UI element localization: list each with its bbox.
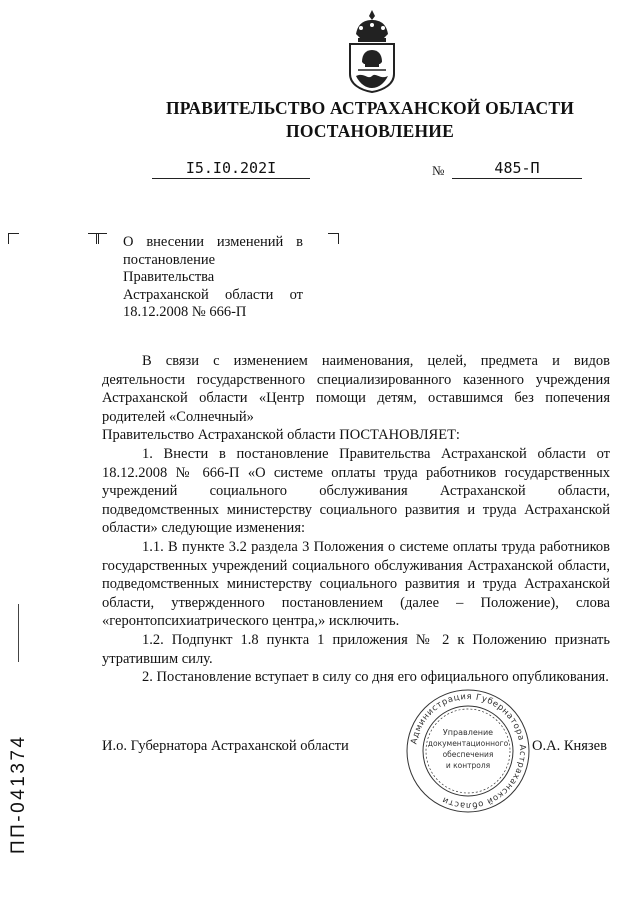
signatory-name: О.А. Князев [532,738,607,754]
svg-text:документационного: документационного [427,739,509,748]
body-paragraph: 1.1. В пункте 3.2 раздела 3 Положения о системе оплаты труда работников государственных учреждений социального обслуживания Астраханской области, подведомственных министерству социального развития и труда Астраханской области, утвержденного постановлением (далее – Положение), слова «геронтопсихиатрического центра,» исключить. [102,538,610,630]
body-paragraph: 1. Внести в постановление Правительства Астраханской области от 18.12.2008 № 666-П «О системе оплаты труда работников государственных учреждений социального обслуживания Астраханской области, подведомственных министерству социального развития и труда Астраханской области» следующие изменения: [102,445,610,537]
official-stamp [405,688,531,814]
body-paragraph: 2. Постановление вступает в силу со дня его официального опубликования. [142,669,609,686]
body-paragraph: В связи с изменением наименования, целей, предмета и видов деятельности государственного специализированного казенного учреждения Астраханской области «Центр помощи детям, оставшимся без попечения родителей «Солнечный» [102,353,610,425]
organization-title: ПРАВИТЕЛЬСТВО АСТРАХАНСКОЙ ОБЛАСТИ [165,98,575,118]
document-date: I5.I0.202I [152,159,310,179]
body-paragraph: 1.2. Подпункт 1.8 пункта 1 приложения № 2 к Положению признать утратившим силу. [102,631,610,667]
subject-corner-mark [328,233,339,244]
coat-of-arms-emblem [344,8,400,94]
svg-text:и контроля: и контроля [445,761,491,770]
number-label: № [432,163,445,178]
margin-corner-mark [8,233,19,244]
document-type-title: ПОСТАНОВЛЕНИЕ [286,121,454,141]
subject-corner-mark [96,233,107,244]
form-serial-number [2,716,32,856]
signatory-position: И.о. Губернатора Астраханской области [102,738,349,754]
svg-text:Администрация Губернатора Астр: Администрация Губернатора Астраханской области [409,691,528,811]
document-number: 485-П [452,159,582,179]
margin-line [18,604,19,662]
document-subject: О внесении изменений в постановление Правительства Астраханской области от 18.12.2008 № 666-П [123,234,303,320]
document-body [102,352,610,687]
svg-text:Управление: Управление [442,728,494,737]
svg-text:ПП-041374: ПП-041374 [8,734,29,854]
svg-text:обеспечения: обеспечения [442,750,494,759]
body-paragraph: Правительство Астраханской области ПОСТАНОВЛЯЕТ: [102,427,460,444]
